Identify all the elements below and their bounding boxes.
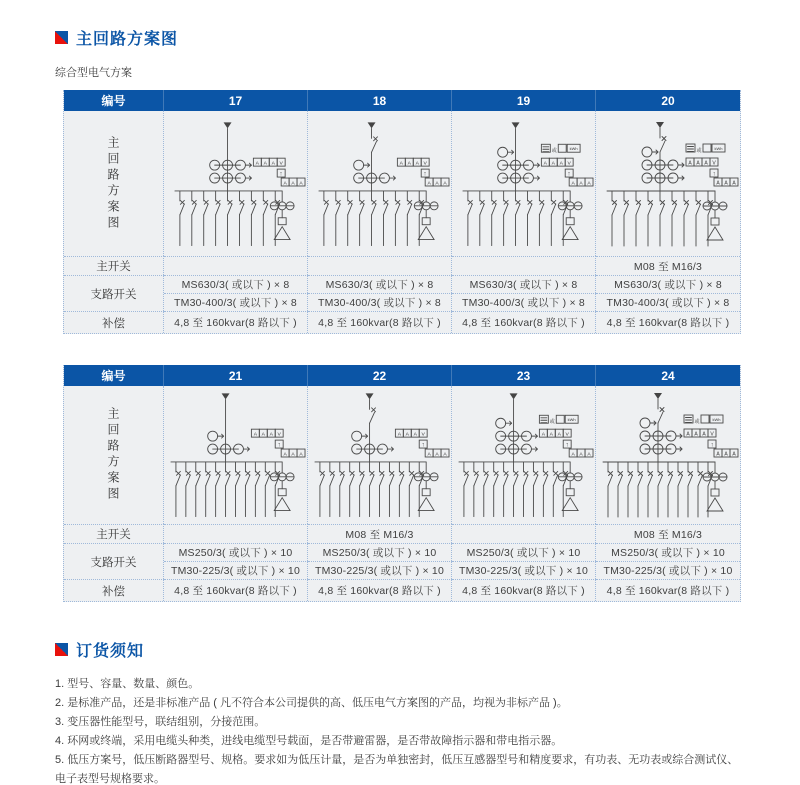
svg-text:kWh: kWh (712, 417, 721, 422)
svg-text:V: V (277, 432, 281, 438)
svg-text:A: A (559, 161, 563, 167)
compensation-value: 4,8 至 160kvar(8 路以下 ) (452, 579, 596, 601)
ordering-note: 4. 环网或终端，采用电缆头种类，进线电缆型号载面，是否带避雷器，是否带故障指示器和带电指示器。 (55, 735, 563, 747)
svg-text:↑: ↑ (710, 442, 714, 449)
compensation-value: 4,8 至 160kvar(8 路以下 ) (308, 579, 452, 601)
main-switch-value: M08 至 M16/3 (596, 256, 740, 275)
branch-switch-value: MS630/3( 或以下 ) × 8 (596, 275, 740, 293)
svg-text:A: A (732, 451, 736, 458)
svg-text:A: A (732, 180, 736, 186)
svg-text:↑: ↑ (279, 171, 283, 178)
row-label-compensation: 补偿 (64, 311, 164, 333)
circuit-diagram-20 (596, 116, 740, 252)
svg-text:A: A (557, 432, 561, 438)
branch-switch-value: MS250/3( 或以下 ) × 10 (164, 543, 308, 561)
main-switch-value (308, 256, 452, 275)
col-header-17: 17 (164, 90, 308, 111)
branch-switch-value: MS250/3( 或以下 ) × 10 (308, 543, 452, 561)
svg-text:A: A (543, 161, 548, 167)
scheme-diagram-cell (308, 111, 452, 256)
svg-text:A: A (724, 451, 728, 458)
svg-text:A: A (716, 451, 720, 458)
svg-text:A: A (299, 452, 303, 458)
col-header-id: 编号 (64, 90, 164, 111)
circuit-diagram-23 (452, 387, 595, 523)
svg-text:↑: ↑ (565, 442, 569, 449)
col-header-id: 编号 (64, 365, 164, 386)
svg-text:A: A (686, 431, 690, 438)
branch-switch-value: MS630/3( 或以下 ) × 8 (308, 275, 452, 293)
circuit-diagram-21 (164, 387, 307, 523)
svg-text:A: A (269, 432, 273, 438)
svg-text:V: V (421, 432, 425, 438)
svg-text:A: A (716, 180, 720, 186)
svg-text:↑: ↑ (421, 442, 425, 449)
section-marker-icon (55, 31, 68, 44)
svg-text:V: V (710, 431, 714, 438)
row-label-diagram: 主回路方案图 (64, 386, 164, 524)
main-section-header (55, 26, 745, 49)
svg-text:A: A (541, 432, 546, 438)
ordering-section-header (55, 638, 745, 661)
branch-switch-value: TM30-225/3( 或以下 ) × 10 (596, 561, 740, 579)
svg-text:或: 或 (549, 420, 555, 426)
svg-text:V: V (565, 432, 569, 438)
ordering-note: 3. 变压器性能型号，联结组别，分接范围。 (55, 716, 266, 728)
circuit-diagram-17 (164, 116, 307, 252)
svg-text:A: A (283, 452, 287, 458)
row-label-main-switch: 主开关 (64, 524, 164, 543)
svg-text:V: V (567, 161, 571, 167)
scheme-diagram-cell (596, 111, 740, 256)
svg-text:A: A (271, 161, 275, 167)
svg-text:A: A (549, 432, 553, 438)
svg-text:A: A (253, 432, 258, 438)
compensation-value: 4,8 至 160kvar(8 路以下 ) (596, 311, 740, 333)
main-switch-value: M08 至 M16/3 (308, 524, 452, 543)
svg-text:A: A (415, 161, 419, 167)
col-header-19: 19 (452, 90, 596, 111)
svg-text:A: A (405, 432, 409, 438)
svg-text:A: A (427, 180, 431, 186)
svg-text:↑: ↑ (277, 442, 281, 449)
svg-text:A: A (397, 432, 402, 438)
section-marker-icon (55, 643, 68, 656)
svg-text:A: A (571, 452, 575, 458)
scheme-subtitle: 综合型电气方案 (55, 67, 132, 79)
branch-switch-value: TM30-400/3( 或以下 ) × 8 (164, 293, 308, 311)
scheme-diagram-cell (164, 111, 308, 256)
svg-text:A: A (427, 452, 431, 458)
branch-switch-value: TM30-225/3( 或以下 ) × 10 (308, 561, 452, 579)
svg-text:A: A (255, 161, 260, 167)
branch-switch-value: TM30-225/3( 或以下 ) × 10 (452, 561, 596, 579)
main-switch-value: M08 至 M16/3 (596, 524, 740, 543)
svg-text:A: A (694, 431, 698, 438)
col-header-23: 23 (452, 365, 596, 386)
svg-text:A: A (291, 180, 295, 186)
scheme-table-1 (63, 90, 741, 334)
svg-text:A: A (443, 180, 447, 186)
col-header-24: 24 (596, 365, 740, 386)
col-header-21: 21 (164, 365, 308, 386)
svg-text:↑: ↑ (567, 171, 571, 178)
svg-text:↑: ↑ (423, 171, 427, 178)
main-switch-value (164, 524, 308, 543)
compensation-value: 4,8 至 160kvar(8 路以下 ) (164, 579, 308, 601)
svg-text:A: A (399, 161, 404, 167)
compensation-value: 4,8 至 160kvar(8 路以下 ) (596, 579, 740, 601)
col-header-18: 18 (308, 90, 452, 111)
svg-text:V: V (423, 161, 427, 167)
svg-text:A: A (413, 432, 417, 438)
svg-text:A: A (696, 160, 700, 166)
svg-text:A: A (407, 161, 411, 167)
col-header-22: 22 (308, 365, 452, 386)
svg-text:A: A (283, 180, 287, 186)
svg-text:kWh: kWh (714, 145, 723, 151)
main-switch-value (164, 256, 308, 275)
svg-text:A: A (724, 180, 728, 186)
col-header-20: 20 (596, 90, 740, 111)
svg-text:A: A (587, 452, 591, 458)
ordering-title: 订货须知 (76, 643, 145, 660)
svg-text:kWh: kWh (567, 417, 576, 423)
compensation-value: 4,8 至 160kvar(8 路以下 ) (308, 311, 452, 333)
circuit-diagram-18 (308, 116, 451, 252)
svg-text:A: A (571, 180, 575, 186)
page-title: 主回路方案图 (76, 31, 179, 48)
row-label-diagram: 主回路方案图 (64, 111, 164, 256)
branch-switch-value: TM30-400/3( 或以下 ) × 8 (308, 293, 452, 311)
svg-text:V: V (279, 161, 283, 167)
svg-text:或: 或 (551, 148, 557, 154)
branch-switch-value: TM30-400/3( 或以下 ) × 8 (452, 293, 596, 311)
branch-switch-value: TM30-400/3( 或以下 ) × 8 (596, 293, 740, 311)
svg-text:A: A (587, 180, 591, 186)
branch-switch-value: MS250/3( 或以下 ) × 10 (596, 543, 740, 561)
svg-text:A: A (702, 431, 706, 438)
scheme-table-2 (63, 365, 741, 602)
ordering-note: 2. 是标准产品，还是非标准产品 ( 凡不符合本公司提供的高、低压电气方案图的产品，均视为非标产品 )。 (55, 697, 568, 709)
compensation-value: 4,8 至 160kvar(8 路以下 ) (164, 311, 308, 333)
branch-switch-value: MS630/3( 或以下 ) × 8 (164, 275, 308, 293)
scheme-diagram-cell (164, 386, 308, 524)
row-label-branch-switch: 支路开关 (64, 543, 164, 579)
circuit-diagram-19 (452, 116, 595, 252)
svg-text:A: A (443, 452, 447, 458)
circuit-diagram-24 (596, 387, 740, 523)
ordering-note: 5. 低压方案号，低压断路器型号、规格。要求如为低压计量，是否为单独密封，低压互感器型号和精度要求，有功表、无功表或综合测试仪、电子表型号规格要求。 (55, 754, 739, 785)
scheme-diagram-cell (452, 386, 596, 524)
branch-switch-value: MS250/3( 或以下 ) × 10 (452, 543, 596, 561)
branch-switch-value: TM30-225/3( 或以下 ) × 10 (164, 561, 308, 579)
svg-text:V: V (712, 160, 716, 166)
svg-text:或: 或 (694, 419, 700, 425)
compensation-value: 4,8 至 160kvar(8 路以下 ) (452, 311, 596, 333)
row-label-compensation: 补偿 (64, 579, 164, 601)
row-label-branch-switch: 支路开关 (64, 275, 164, 311)
scheme-diagram-cell (596, 386, 740, 524)
svg-text:A: A (299, 180, 303, 186)
ordering-note: 1. 型号、容量、数量、颜色。 (55, 678, 200, 690)
svg-text:A: A (435, 180, 439, 186)
row-label-main-switch: 主开关 (64, 256, 164, 275)
svg-text:↑: ↑ (712, 171, 716, 177)
svg-text:A: A (263, 161, 267, 167)
svg-text:A: A (551, 161, 555, 167)
svg-text:A: A (688, 160, 692, 166)
scheme-diagram-cell (308, 386, 452, 524)
svg-text:kWh: kWh (569, 145, 578, 151)
svg-text:A: A (291, 452, 295, 458)
ordering-notes (55, 675, 745, 785)
branch-switch-value: MS630/3( 或以下 ) × 8 (452, 275, 596, 293)
scheme-diagram-cell (452, 111, 596, 256)
svg-text:A: A (579, 180, 583, 186)
main-switch-value (452, 524, 596, 543)
svg-text:A: A (261, 432, 265, 438)
svg-text:或: 或 (696, 147, 702, 154)
svg-text:A: A (579, 452, 583, 458)
circuit-diagram-22 (308, 387, 451, 523)
main-switch-value (452, 256, 596, 275)
svg-text:A: A (704, 160, 708, 166)
svg-text:A: A (435, 452, 439, 458)
